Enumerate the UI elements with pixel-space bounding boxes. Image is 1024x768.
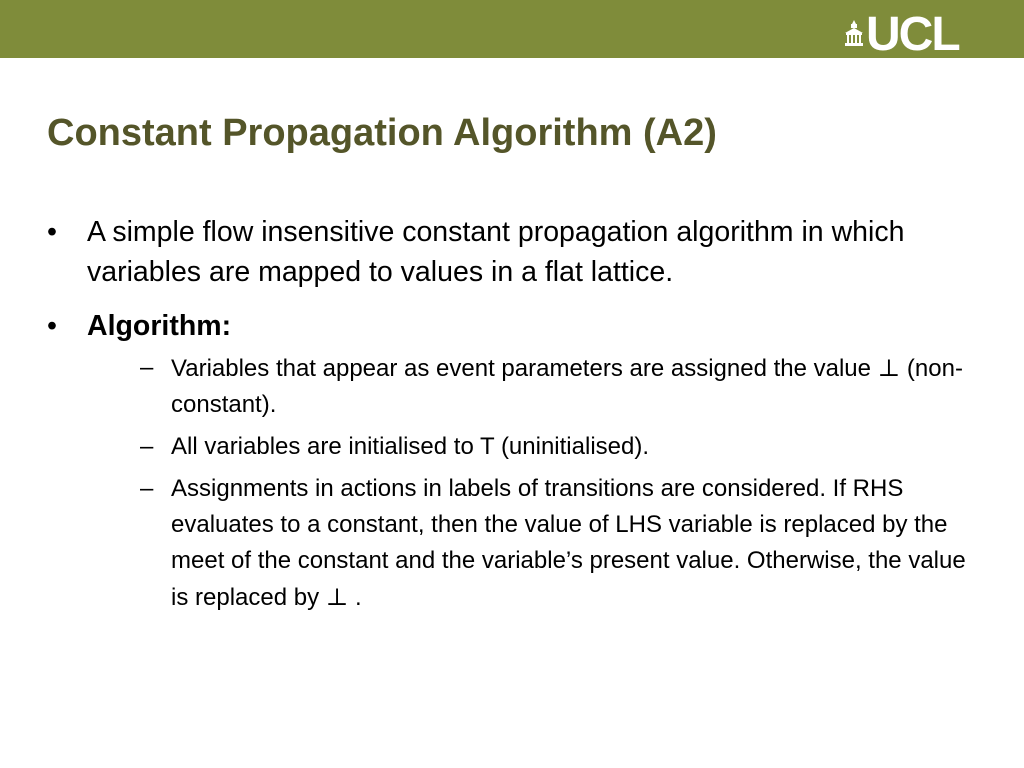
sub-item	[87, 429, 987, 465]
sub-marker: –	[140, 475, 154, 502]
bottom-symbol: ⊥	[325, 583, 349, 611]
bullet-heading: Algorithm:	[87, 310, 232, 342]
sub-marker: –	[140, 433, 154, 460]
sub-marker: –	[140, 354, 154, 381]
ucl-logo	[844, 8, 959, 61]
bullet-marker: •	[47, 310, 57, 342]
bullet-item	[47, 306, 987, 616]
sub-text: All variables are initialised to T (uninitialised).	[171, 433, 650, 460]
sub-item	[87, 350, 987, 423]
bottom-symbol: ⊥	[877, 354, 901, 382]
bullet-marker: •	[47, 216, 57, 248]
sub-text: Variables that appear as event parameters are assigned the value	[171, 355, 878, 382]
header-bar	[0, 0, 1024, 61]
bullet-text: A simple flow insensitive constant propagation algorithm in which variables are mapped to values in a flat lattice.	[87, 216, 905, 288]
sub-list	[87, 350, 987, 616]
slide-body	[47, 212, 987, 630]
sub-item	[87, 471, 987, 616]
sub-text-end: (non-constant).	[171, 355, 963, 418]
ucl-portico-icon	[844, 20, 864, 46]
bullet-item	[47, 212, 987, 292]
sub-text: Assignments in actions in labels of transitions are considered. If RHS evaluates to a constant, then the value of LHS variable is replaced by the meet of the constant and the variable’s present value. Otherwise, the value is replaced by	[171, 475, 966, 611]
sub-text-end: .	[348, 584, 362, 611]
slide-title: Constant Propagation Algorithm (A2)	[47, 112, 717, 154]
logo-text: UCL	[866, 8, 959, 61]
